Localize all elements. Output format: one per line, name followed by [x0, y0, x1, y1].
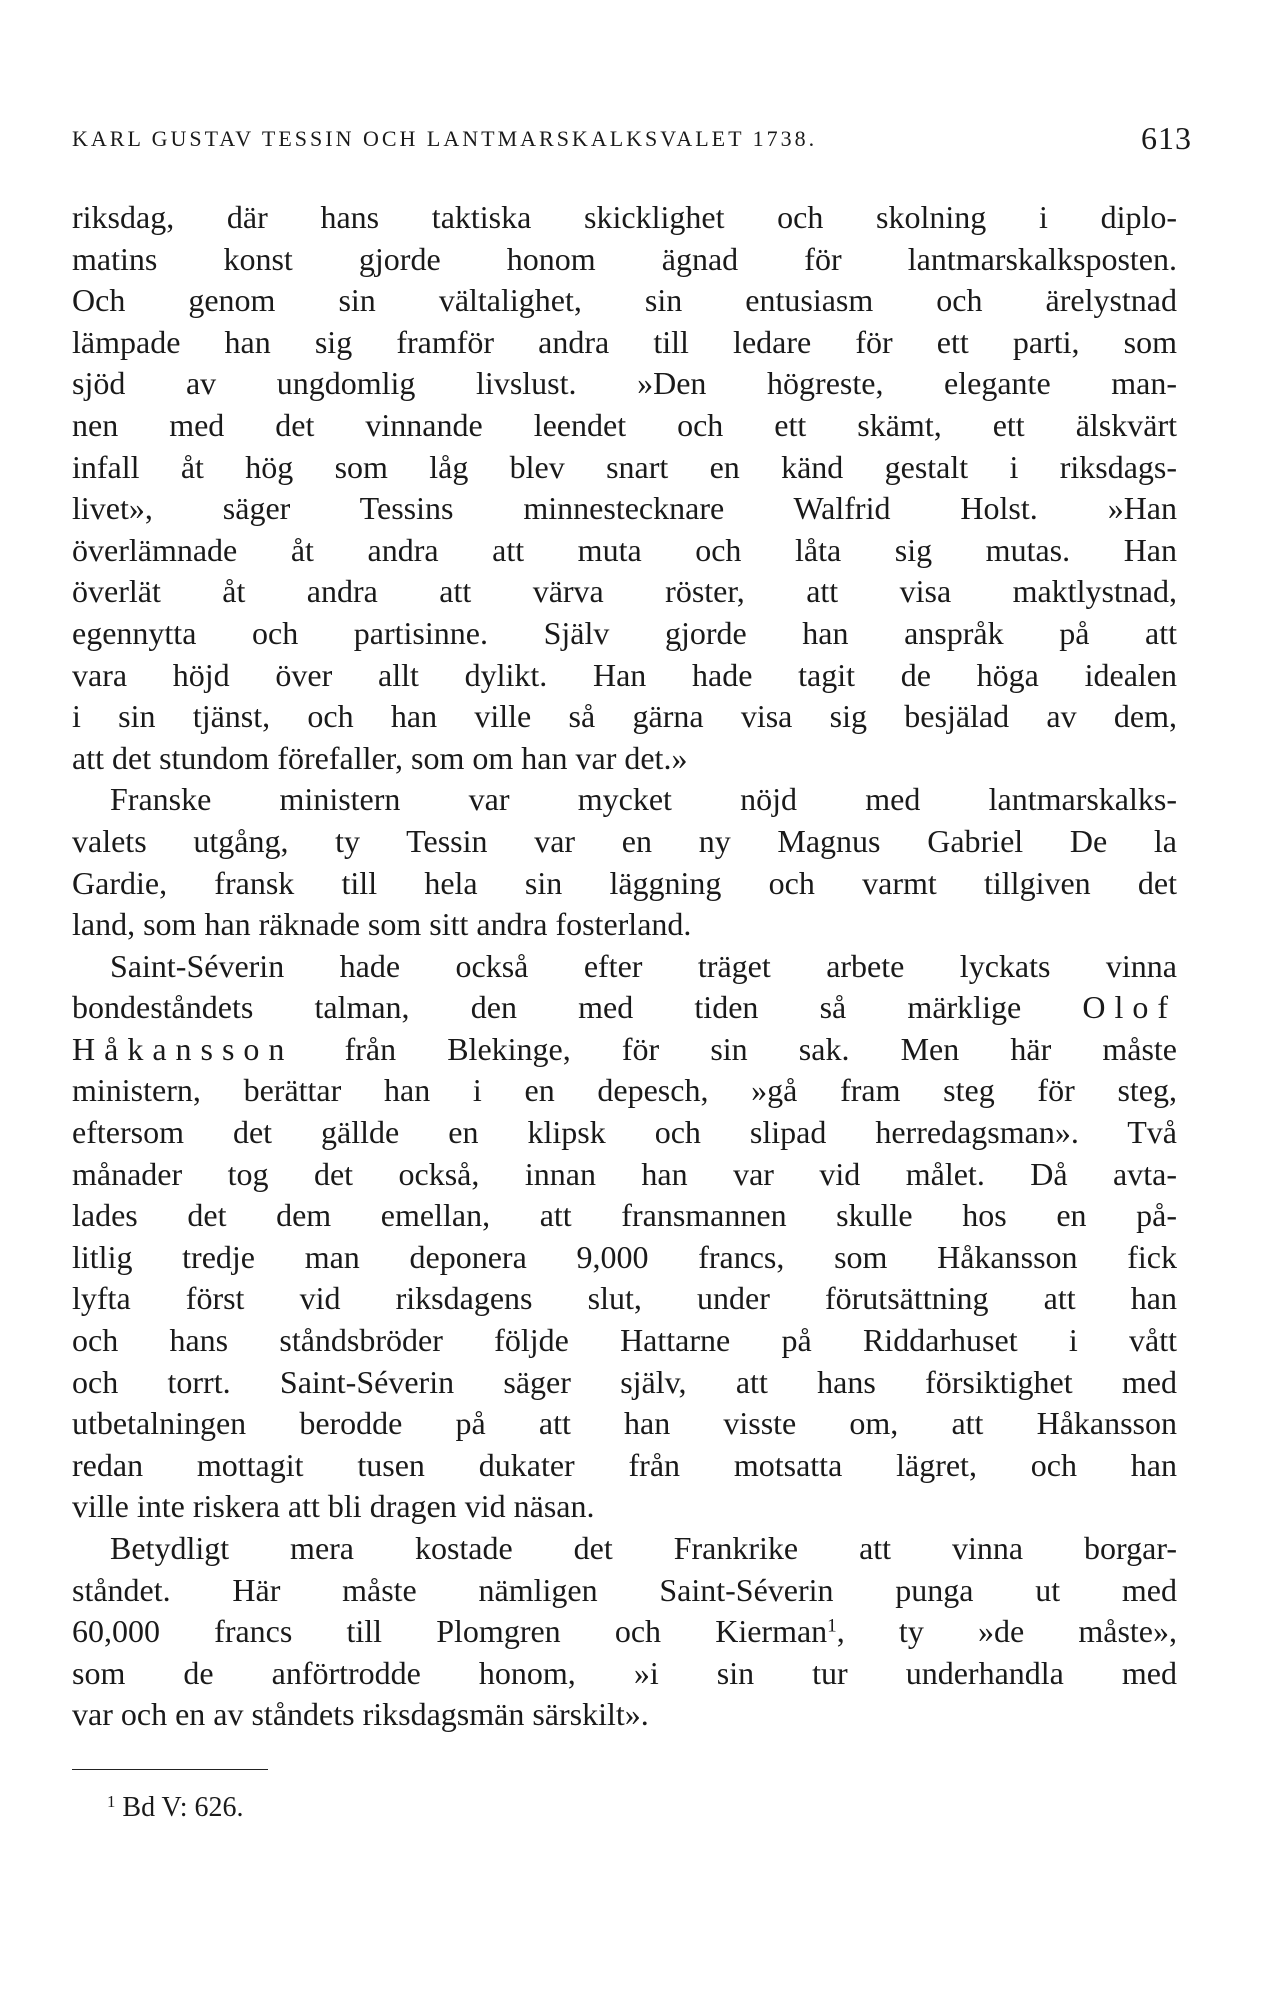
text-line: infall åt hög som låg blev snart en känd gestalt i riksdags- — [72, 448, 1177, 485]
footnote-marker: 1 — [107, 1791, 116, 1811]
running-title: KARL GUSTAV TESSIN OCH LANTMARSKALKSVALET 1738. — [72, 126, 818, 151]
text-line: och hans ståndsbröder följde Hattarne på Riddarhuset i vått — [72, 1322, 1177, 1359]
text-line: i sin tjänst, och han ville så gärna visa sig besjälad av dem, — [72, 698, 1177, 735]
text-line: ville inte riskera att bli dragen vid näsan. — [72, 1488, 595, 1525]
footnote-text: Bd V: 626. — [122, 1792, 244, 1823]
text-line: lämpade han sig framför andra till ledare för ett parti, som — [72, 323, 1177, 360]
text-line: sjöd av ungdomlig livslust. »Den högreste, elegante man- — [72, 365, 1177, 402]
page-number: 613 — [1141, 120, 1192, 156]
spaced-name-olof: Olof — [1082, 989, 1177, 1026]
text-line: litlig tredje man deponera 9,000 francs, som Håkansson fick — [72, 1238, 1177, 1275]
text-line: Gardie, fransk till hela sin läggning och varmt tillgiven det — [72, 864, 1177, 901]
text-line: överlämnade åt andra att muta och låta sig mutas. Han — [72, 531, 1177, 568]
footnote-divider — [72, 1769, 268, 1770]
text-line: redan mottagit tusen dukater från motsatta lägret, och han — [72, 1446, 1177, 1483]
text-line: överlät åt andra att värva röster, att visa maktlystnad, — [72, 573, 1177, 610]
line-segment: bondeståndets talman, den med tiden så märklige — [72, 989, 1022, 1026]
running-head — [72, 120, 1192, 160]
text-line: nen med det vinnande leendet och ett skämt, ett älskvärt — [72, 406, 1177, 443]
text-line: lades det dem emellan, att fransmannen skulle hos en på- — [72, 1197, 1177, 1234]
text-line: var och en av ståndets riksdagsmän särskilt». — [72, 1696, 649, 1733]
text-line — [72, 1611, 1177, 1653]
text-line: ståndet. Här måste nämligen Saint-Séverin punga ut med — [72, 1571, 1177, 1608]
line-segment: från Blekinge, för sin sak. Men här måste — [344, 1030, 1177, 1067]
line-segment: 60,000 francs till Plomgren och Kierman — [72, 1613, 828, 1650]
paragraph-start-line: Saint-Séverin hade också efter träget arbete lyckats vinna — [110, 947, 1177, 984]
text-line: utbetalningen berodde på att han visste om, att Håkansson — [72, 1405, 1177, 1442]
text-line — [72, 987, 1177, 1029]
paragraph-start-line: Betydligt mera kostade det Frankrike att vinna borgar- — [110, 1530, 1177, 1566]
spaced-name-hakansson: Håkansson — [72, 1030, 294, 1067]
text-line: livet», säger Tessins minnestecknare Walfrid Holst. »Han — [72, 490, 1177, 527]
text-line — [72, 1029, 1177, 1071]
text-line: månader tog det också, innan han var vid målet. Då avta- — [72, 1155, 1177, 1192]
paragraph-start-line: Franske ministern var mycket nöjd med lantmarskalks- — [110, 781, 1177, 818]
text-line: vara höjd över allt dylikt. Han hade tagit de höga idealen — [72, 656, 1177, 693]
text-line: land, som han räknade som sitt andra fosterland. — [72, 906, 692, 943]
text-line: lyfta först vid riksdagens slut, under förutsättning att han — [72, 1280, 1177, 1317]
text-line: matins konst gjorde honom ägnad för lantmarskalksposten. — [72, 240, 1177, 277]
body-text — [72, 197, 1177, 1736]
text-line: riksdag, där hans taktiska skicklighet och skolning i diplo- — [72, 199, 1177, 235]
line-segment: , ty »de måste», — [836, 1613, 1177, 1650]
text-line: Och genom sin vältalighet, sin entusiasm och ärelystnad — [72, 282, 1177, 319]
text-line: och torrt. Saint-Séverin säger själv, att hans försiktighet med — [72, 1363, 1177, 1400]
text-line: egennytta och partisinne. Själv gjorde han anspråk på att — [72, 614, 1177, 651]
text-line: att det stundom förefaller, som om han var det.» — [72, 739, 688, 776]
footnote — [107, 1788, 243, 1828]
footnote-reference: 1 — [827, 1615, 837, 1637]
text-line: som de anförtrodde honom, »i sin tur underhandla med — [72, 1654, 1177, 1691]
text-line: eftersom det gällde en klipsk och slipad herredagsman». Två — [72, 1114, 1177, 1151]
text-line: valets utgång, ty Tessin var en ny Magnus Gabriel De la — [72, 822, 1177, 859]
text-line: ministern, berättar han i en depesch, »gå fram steg för steg, — [72, 1072, 1177, 1109]
